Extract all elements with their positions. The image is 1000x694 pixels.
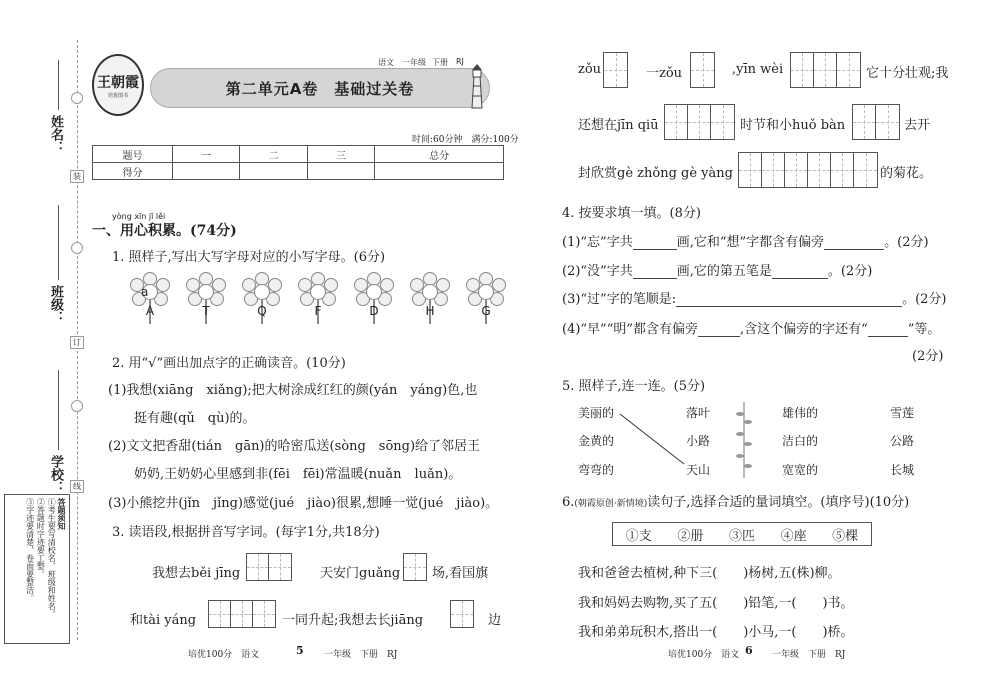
table-cell: 得分 xyxy=(93,163,173,180)
section-ruby: yòng xīn jī lěi xyxy=(112,212,166,221)
answer-blank[interactable] xyxy=(772,278,828,279)
r-text: 还想在jīn qiū xyxy=(578,118,659,133)
table-row xyxy=(93,163,504,180)
table-row xyxy=(93,146,504,163)
q4-text: (3)“过”字的笔顺是: xyxy=(562,292,677,307)
writing-box[interactable] xyxy=(790,52,861,88)
example-answer: a xyxy=(141,285,149,299)
match-word[interactable]: 金黄的 xyxy=(578,434,615,448)
table-cell: 二 xyxy=(240,146,307,163)
q6-line[interactable]: 我和爸爸去植树,种下三( )杨树,五(株)柳。 xyxy=(578,566,841,581)
score-cell[interactable] xyxy=(240,163,307,180)
title-text: 第二单元A卷 基础过关卷 xyxy=(225,79,415,98)
instruction-item: ①考生要写清校名、班级和姓名。 xyxy=(47,498,57,618)
uppercase-letter: A xyxy=(145,304,155,318)
q4-text: (2)“没”字共 xyxy=(562,264,633,279)
option-item: ③匹 xyxy=(728,528,755,544)
match-word[interactable]: 公路 xyxy=(890,434,915,448)
q3-text: 我想去běi jīng xyxy=(152,566,241,581)
writing-box[interactable] xyxy=(208,600,276,628)
option-item: ⑤棵 xyxy=(832,528,859,544)
question-1: 1. 照样子,写出大写字母对应的小写字母。(6分) xyxy=(112,250,386,265)
q4-line xyxy=(562,231,929,250)
uppercase-letter: F xyxy=(314,304,322,318)
writing-box[interactable] xyxy=(690,52,715,88)
q6-line[interactable]: 我和弟弟玩积木,搭出一( )小马,一( )桥。 xyxy=(578,625,854,640)
section-title: 一、用心积累。(74分) xyxy=(92,223,237,239)
q4-text: 。(2分) xyxy=(827,264,873,279)
binding-char: 线 xyxy=(70,480,84,493)
example-link-line xyxy=(618,410,688,470)
logo-name: 王朝霞 xyxy=(97,74,139,91)
page-number: 5 xyxy=(296,644,304,657)
logo-sub: 培优图书 xyxy=(107,92,128,99)
option-item: ①支 xyxy=(625,528,652,544)
r-text: 去开 xyxy=(904,118,931,133)
q4-text: (1)“忘”字共 xyxy=(562,235,633,250)
answer-blank[interactable] xyxy=(633,249,677,250)
score-cell[interactable] xyxy=(173,163,240,180)
question-6 xyxy=(562,491,909,510)
q3-text: 边 xyxy=(488,613,502,628)
answer-blank[interactable] xyxy=(868,336,908,337)
footer-grade: 一年级 下册 RJ xyxy=(324,650,398,660)
binding-char: 订 xyxy=(70,336,84,349)
header-term: 下册 xyxy=(432,58,448,67)
table-cell: 一 xyxy=(173,146,240,163)
r-text: zǒu xyxy=(578,62,602,77)
r-text: ,yīn wèi xyxy=(732,62,784,77)
lighthouse-icon xyxy=(462,62,492,110)
school-field[interactable] xyxy=(58,370,59,450)
q3-text: 一同升起;我想去长jiāng xyxy=(282,613,424,628)
score-cell[interactable] xyxy=(375,163,504,180)
q2-line[interactable]: (3)小熊挖井(jǐn jǐng)感觉(jué jiào)很累,想睡一觉(jué jiào)。 xyxy=(108,496,499,511)
name-label: 姓名： xyxy=(48,115,63,154)
page-number: 6 xyxy=(745,644,753,657)
q4-text: ,含这个偏旁的字还有“ xyxy=(740,322,868,337)
writing-box[interactable] xyxy=(403,553,427,581)
match-word[interactable]: 落叶 xyxy=(686,406,711,420)
q4-text: 。(2分) xyxy=(902,292,947,307)
table-cell: 题号 xyxy=(93,146,173,163)
uppercase-letter: Q xyxy=(257,304,267,318)
answer-blank[interactable] xyxy=(633,278,677,279)
uppercase-letter: H xyxy=(425,304,435,318)
question-5: 5. 照样子,连一连。(5分) xyxy=(562,379,706,394)
match-word[interactable]: 小路 xyxy=(686,434,711,448)
answer-blank[interactable] xyxy=(824,249,884,250)
instructions-box xyxy=(4,494,70,644)
q4-text: 画,它和“想”字都含有偏旁 xyxy=(676,235,825,250)
answer-blank[interactable] xyxy=(676,306,902,307)
instruction-item: ②答题时字迹要工整。 xyxy=(36,498,46,578)
question-2: 2. 用“√”画出加点字的正确读音。(10分) xyxy=(112,356,346,371)
question-3: 3. 读语段,根据拼音写字词。(每字1分,共18分) xyxy=(112,525,380,540)
q3-text: 场,看国旗 xyxy=(432,566,489,581)
class-field[interactable] xyxy=(58,205,59,280)
footer-brand: 培优100分 语文 xyxy=(188,650,260,660)
q4-points: (2分) xyxy=(912,349,944,364)
q3-text: 和tài yáng xyxy=(130,613,197,628)
q4-text: 画,它的第五笔是 xyxy=(676,264,772,279)
header-subject: 语文 xyxy=(378,58,394,67)
match-word[interactable]: 弯弯的 xyxy=(578,463,615,477)
q4-text: (4)“早”“明”都含有偏旁 xyxy=(562,322,698,337)
match-word[interactable]: 雄伟的 xyxy=(782,406,819,420)
score-table xyxy=(92,145,504,180)
binding-hole xyxy=(71,242,83,254)
match-word[interactable]: 雪莲 xyxy=(890,406,915,420)
brand-logo xyxy=(92,54,144,116)
writing-box[interactable] xyxy=(603,52,628,88)
score-cell[interactable] xyxy=(307,163,374,180)
q2-line[interactable]: (2)文文把香甜(tián gān)的哈密瓜送(sòng sōng)给了邻居王 xyxy=(108,439,481,454)
q4-line xyxy=(562,318,940,337)
binding-char: 装 xyxy=(70,170,84,183)
q4-line xyxy=(562,260,872,279)
q6-tag: (朝霞原创·新情境) xyxy=(574,499,648,509)
table-cell: 三 xyxy=(307,146,374,163)
q4-line xyxy=(562,288,947,307)
header-edition: RJ xyxy=(456,57,464,66)
q2-line[interactable]: 挺有趣(qǔ qù)的。 xyxy=(134,411,256,426)
r-text: 它十分壮观;我 xyxy=(866,66,949,81)
writing-box[interactable] xyxy=(664,104,735,140)
page-title xyxy=(150,68,490,108)
binding-hole xyxy=(71,92,83,104)
footer-grade: 一年级 下册 RJ xyxy=(772,650,846,660)
writing-box[interactable] xyxy=(450,600,474,628)
q6-line[interactable]: 我和妈妈去购物,买了五( )铅笔,一( )书。 xyxy=(578,596,854,611)
match-word[interactable]: 美丽的 xyxy=(578,406,615,420)
q4-text: ”等。 xyxy=(907,322,941,337)
binding-hole xyxy=(71,400,83,412)
divider-vine-icon xyxy=(736,400,752,480)
q6-text: 读句子,选择合适的量词填空。(填序号)(10分) xyxy=(647,495,910,510)
r-text: 一zǒu xyxy=(646,66,683,81)
r-text: 封欣赏gè zhǒng gè yàng xyxy=(578,166,733,181)
time-info: 时间:60分钟 满分:100分 xyxy=(412,135,519,145)
uppercase-letter: G xyxy=(481,304,491,318)
footer-brand: 培优100分 语文 xyxy=(668,650,740,660)
writing-box[interactable] xyxy=(246,553,292,581)
match-word[interactable]: 洁白的 xyxy=(782,434,819,448)
r-text: 的菊花。 xyxy=(880,166,933,181)
q4-text: 。(2分) xyxy=(884,235,929,250)
q2-line[interactable]: 奶奶,王奶奶心里感到非(fēi fēi)常温暖(nuǎn luǎn)。 xyxy=(134,467,462,482)
q6-prefix: 6. xyxy=(562,495,575,510)
q2-line[interactable]: (1)我想(xiāng xiǎng);把大树涂成红红的颜(yán yáng)色,也 xyxy=(108,383,478,398)
match-word[interactable]: 天山 xyxy=(686,463,711,477)
class-label: 班级： xyxy=(48,285,63,324)
option-item: ②册 xyxy=(677,528,704,544)
name-field[interactable] xyxy=(58,60,59,110)
answer-blank[interactable] xyxy=(698,336,740,337)
option-item: ④座 xyxy=(780,528,807,544)
r-text: 时节和小huǒ bàn xyxy=(740,118,846,133)
options-box xyxy=(612,522,872,546)
uppercase-letter: D xyxy=(369,304,379,318)
match-word[interactable]: 宽宽的 xyxy=(782,463,819,477)
writing-box[interactable] xyxy=(852,104,900,140)
q3-text: 天安门guǎng xyxy=(320,566,401,581)
school-label: 学校： xyxy=(48,455,63,494)
uppercase-letter: T xyxy=(202,304,210,318)
table-cell: 总分 xyxy=(375,146,504,163)
match-word[interactable]: 长城 xyxy=(890,463,915,477)
instructions-title: 答题须知 xyxy=(57,498,67,530)
question-4: 4. 按要求填一填。(8分) xyxy=(562,206,701,221)
writing-box[interactable] xyxy=(738,152,878,188)
header-grade: 一年级 xyxy=(402,58,426,67)
instruction-item: ③字迹要清楚，卷面要整洁。 xyxy=(25,498,35,602)
